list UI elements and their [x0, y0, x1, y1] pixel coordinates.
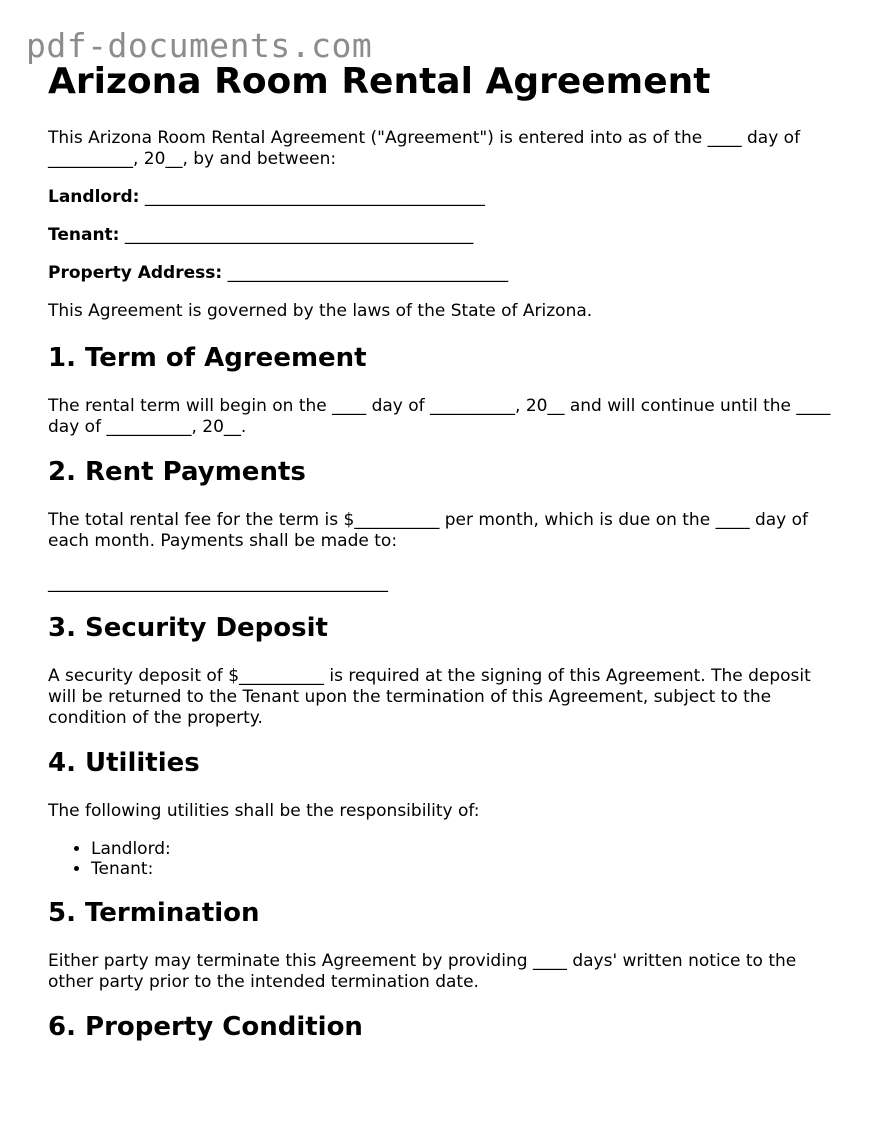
section-text-utilities: The following utilities shall be the responsibility of: — [48, 801, 480, 821]
property-address-line — [48, 263, 838, 284]
section-property-condition — [48, 1010, 838, 1044]
property-address-blank: _________________________________ — [227, 263, 509, 283]
landlord-label: Landlord: — [48, 187, 140, 207]
landlord-line — [48, 187, 838, 208]
tenant-blank: _________________________________________ — [124, 225, 474, 245]
section-rent-payments — [48, 455, 838, 594]
document-page — [48, 58, 838, 1044]
section-heading-utilities: 4. Utilities — [48, 748, 200, 778]
landlord-blank: ________________________________________ — [144, 187, 485, 207]
tenant-line — [48, 225, 838, 246]
section-heading-rent-payments: 2. Rent Payments — [48, 457, 306, 487]
governing-law-paragraph: This Agreement is governed by the laws of the State of Arizona. — [48, 301, 593, 321]
section-heading-term: 1. Term of Agreement — [48, 343, 367, 373]
section-heading-security-deposit: 3. Security Deposit — [48, 613, 328, 643]
section-termination — [48, 896, 838, 993]
utilities-item-tenant: • Tenant: — [91, 859, 838, 879]
utilities-list — [48, 839, 838, 879]
section-utilities — [48, 746, 838, 879]
watermark: pdf-documents.com — [26, 26, 373, 65]
section-text-rent-payments: The total rental fee for the term is $__________ per month, which is due on the ____ day of each month. Payments shall be made to: — [48, 510, 809, 551]
utilities-item-landlord: • Landlord: — [91, 839, 838, 859]
section-term — [48, 341, 838, 438]
section-security-deposit — [48, 611, 838, 729]
property-address-label: Property Address: — [48, 263, 223, 283]
section-text-term: The rental term will begin on the ____ day of __________, 20__ and will continue until the ____ day of __________, 20__. — [48, 396, 831, 437]
document-title: Arizona Room Rental Agreement — [48, 61, 711, 102]
section-heading-property-condition: 6. Property Condition — [48, 1012, 363, 1042]
tenant-label: Tenant: — [48, 225, 120, 245]
section-text-termination: Either party may terminate this Agreement by providing ____ days' written notice to the other party prior to the intended termination date. — [48, 951, 797, 992]
section-heading-termination: 5. Termination — [48, 898, 260, 928]
section-text-security-deposit: A security deposit of $__________ is required at the signing of this Agreement. The deposit will be returned to the Tenant upon the termination of this Agreement, subject to the condition of the property. — [48, 666, 811, 728]
payee-blank: ________________________________________ — [48, 573, 388, 593]
intro-paragraph: This Arizona Room Rental Agreement ("Agreement") is entered into as of the ____ day of __________, 20__, by and between: — [48, 128, 801, 169]
